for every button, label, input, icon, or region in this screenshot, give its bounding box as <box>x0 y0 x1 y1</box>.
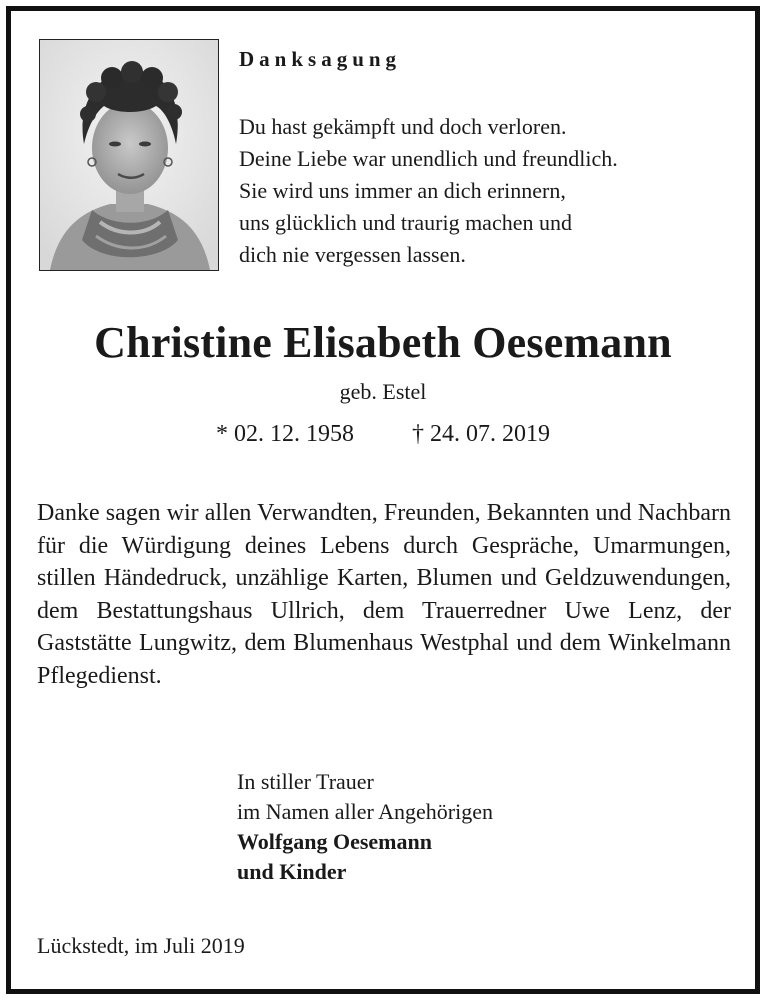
birth-name: geb. Estel <box>339 379 427 404</box>
heading-danksagung: Danksagung <box>239 47 402 71</box>
poem-line: Du hast gekämpft und doch verloren. <box>239 114 567 139</box>
deceased-name: Christine Elisabeth Oesemann <box>94 318 672 367</box>
signer-name: Wolfgang Oesemann <box>237 829 432 854</box>
closing-line: im Namen aller Angehörigen <box>237 799 493 824</box>
poem-line: Deine Liebe war unendlich und freundlich. <box>239 146 618 171</box>
place-date: Lückstedt, im Juli 2019 <box>37 933 245 958</box>
poem-line: dich nie vergessen lassen. <box>239 242 466 267</box>
poem <box>239 111 618 271</box>
portrait-image <box>40 40 218 270</box>
poem-line: Sie wird uns immer an dich erinnern, <box>239 178 566 203</box>
birth-date: * 02. 12. 1958 <box>216 421 354 447</box>
signer-family: und Kinder <box>237 859 347 884</box>
portrait-photo <box>39 39 219 271</box>
obituary-notice <box>6 6 760 994</box>
life-dates <box>11 421 755 448</box>
poem-line: uns glücklich und traurig machen und <box>239 210 572 235</box>
closing-signature <box>237 767 493 887</box>
death-date: † 24. 07. 2019 <box>412 421 550 447</box>
closing-line: In stiller Trauer <box>237 769 374 794</box>
thanks-paragraph: Danke sagen wir allen Verwandten, Freunden, Bekannten und Nachbarn für die Würdigung deines Lebens durch Gespräche, Umarmungen, stillen Händedruck, unzählige Karten, Blumen und Geldzuwendungen, dem Bestattungshaus Ullrich, dem Trauerredner Uwe Lenz, der Gaststätte Lungwitz, dem Blumenhaus Westphal und dem Winkelmann Pflegedienst. <box>37 500 731 689</box>
